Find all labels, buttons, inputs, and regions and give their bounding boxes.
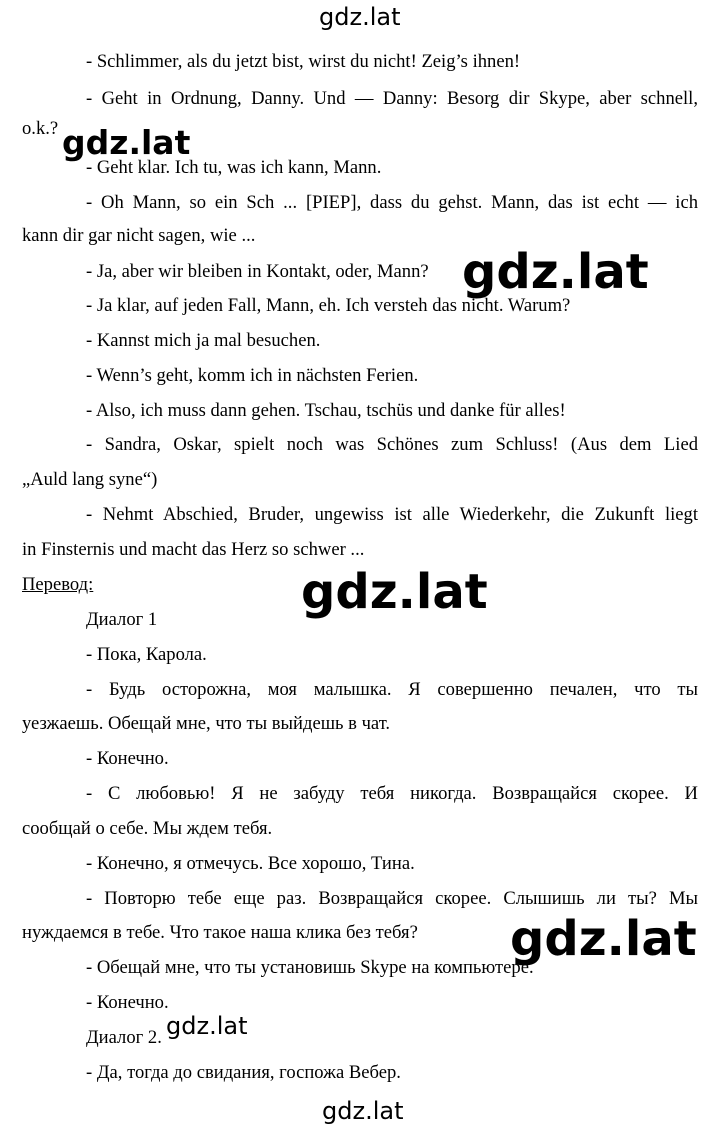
text-line: - Ja klar, auf jeden Fall, Mann, eh. Ich versteh das nicht. Warum? — [86, 295, 571, 316]
text-line: - Nehmt Abschied, Bruder, ungewiss ist alle Wiederkehr, die Zukunft liegt — [86, 504, 698, 525]
text-line: - Конечно, я отмечусь. Все хорошо, Тина. — [86, 853, 415, 874]
watermark: gdz.lat — [510, 911, 697, 967]
text-line: нуждаемся в тебе. Что такое наша клика без тебя? — [22, 922, 418, 943]
text-line: - С любовью! Я не забуду тебя никогда. Возвращайся скорее. И — [86, 783, 698, 804]
text-line: - Конечно. — [86, 992, 169, 1013]
text-line: - Schlimmer, als du jetzt bist, wirst du nicht! Zeig’s ihnen! — [86, 51, 521, 72]
text-line: - Sandra, Oskar, spielt noch was Schönes zum Schluss! (Aus dem Lied — [86, 434, 698, 455]
text-line: „Auld lang syne“) — [22, 469, 158, 490]
text-line: сообщай о себе. Мы ждем тебя. — [22, 818, 273, 839]
text-line: - Будь осторожна, моя малышка. Я совершенно печален, что ты — [86, 679, 698, 700]
watermark: gdz.lat — [62, 123, 191, 162]
text-line: o.k.? — [22, 118, 59, 139]
watermark-bottom: gdz.lat — [322, 1097, 404, 1125]
dialog-heading: Диалог 2. — [86, 1027, 162, 1048]
text-line: - Да, тогда до свидания, госпожа Вебер. — [86, 1062, 401, 1083]
text-line: - Also, ich muss dann gehen. Tschau, tschüs und danke für alles! — [86, 400, 566, 421]
watermark: gdz.lat — [301, 564, 488, 620]
text-line: kann dir gar nicht sagen, wie ... — [22, 225, 256, 246]
translation-heading: Перевод: — [22, 574, 94, 595]
watermark: gdz.lat — [166, 1012, 248, 1040]
text-line: - Oh Mann, so ein Sch ... [PIEP], dass du gehst. Mann, das ist echt — ich — [86, 192, 698, 213]
text-line: - Wenn’s geht, komm ich in nächsten Ferien. — [86, 365, 419, 386]
dialog-heading: Диалог 1 — [86, 609, 158, 630]
text-line: - Обещай мне, что ты установишь Skype на компьютере. — [86, 957, 534, 978]
text-line: - Kannst mich ja mal besuchen. — [86, 330, 321, 351]
text-line: - Geht klar. Ich tu, was ich kann, Mann. — [86, 157, 382, 178]
watermark: gdz.lat — [462, 244, 649, 300]
text-line: in Finsternis und macht das Herz so schwer ... — [22, 539, 365, 560]
watermark-top: gdz.lat — [319, 3, 401, 31]
text-line: - Повторю тебе еще раз. Возвращайся скорее. Слышишь ли ты? Мы — [86, 888, 698, 909]
text-line: - Geht in Ordnung, Danny. Und — Danny: Besorg dir Skype, aber schnell, — [86, 88, 698, 109]
text-line: - Конечно. — [86, 748, 169, 769]
text-line: уезжаешь. Обещай мне, что ты выйдешь в чат. — [22, 713, 391, 734]
text-line: - Пока, Карола. — [86, 644, 207, 665]
text-line: - Ja, aber wir bleiben in Kontakt, oder, Mann? — [86, 261, 429, 282]
